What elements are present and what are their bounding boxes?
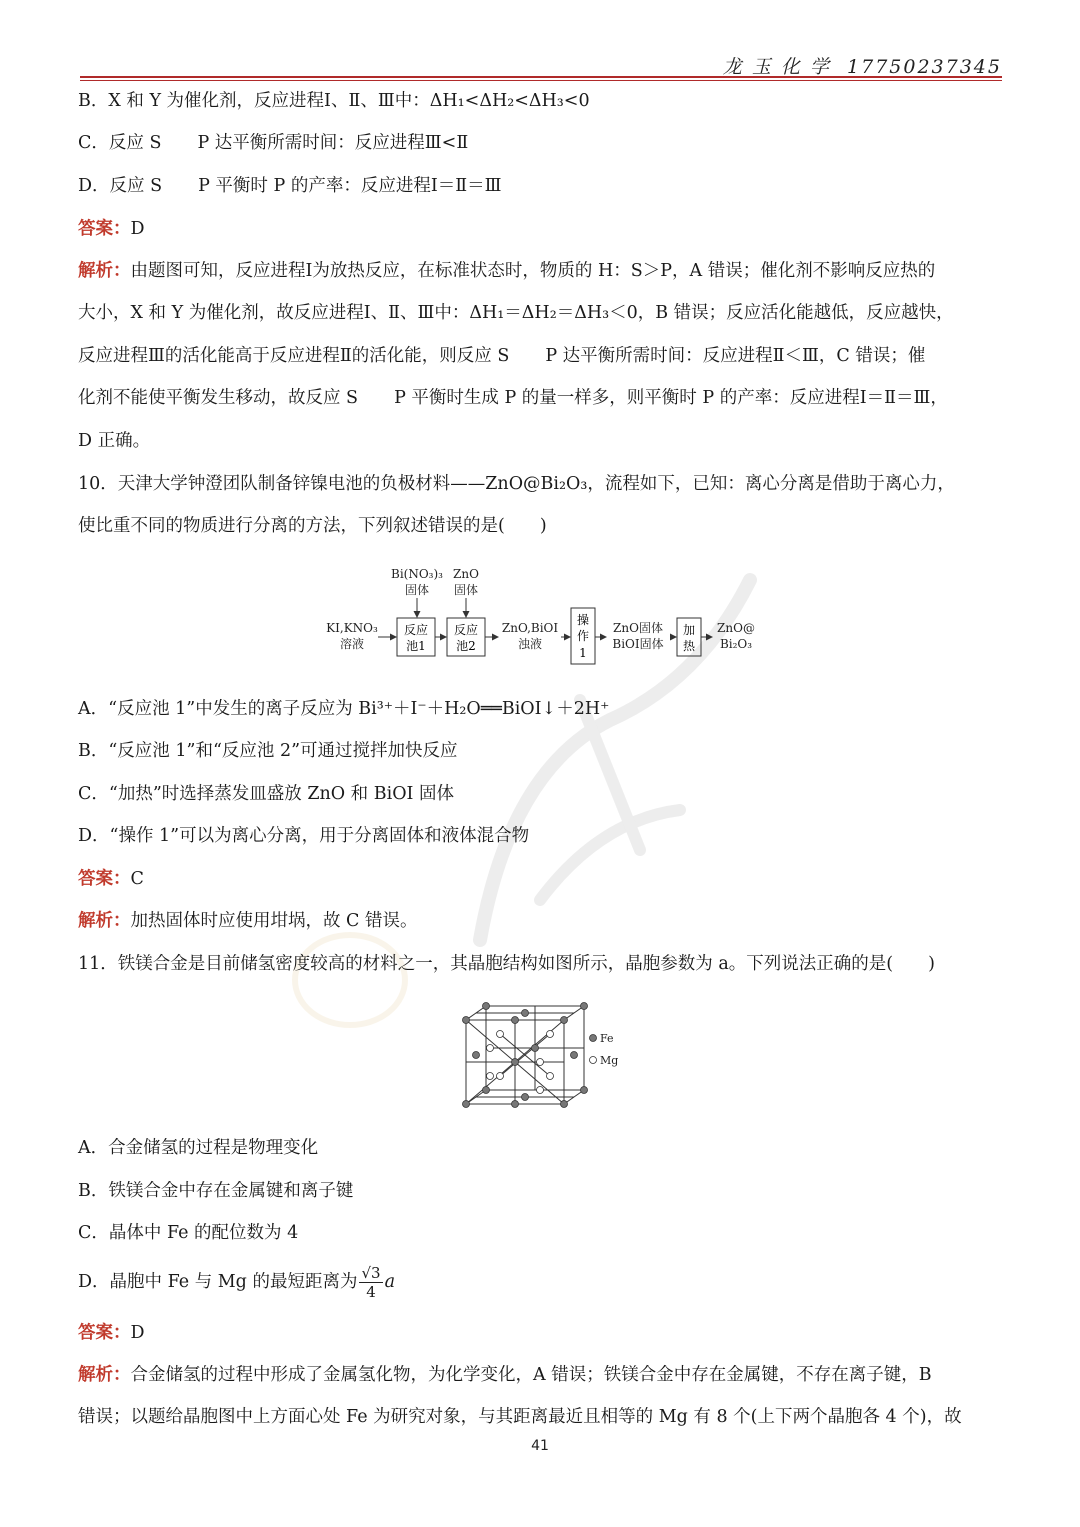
q11-answer bbox=[78, 1322, 1002, 1344]
flow-start-state: 溶液 bbox=[339, 637, 365, 651]
analysis-label: 解析： bbox=[78, 261, 131, 281]
q11-option-d-text: D．晶胞中 Fe 与 Mg 的最短距离为 bbox=[78, 1272, 358, 1292]
flow-box-1-label-a: 反应 bbox=[403, 623, 429, 637]
legend-fe-label: Fe bbox=[600, 1032, 614, 1045]
q9-option-c-part1: C．反应 S bbox=[78, 133, 162, 153]
q9-answer bbox=[78, 218, 1002, 240]
header-title bbox=[723, 52, 1002, 79]
flow-solid-2: BiOI固体 bbox=[612, 637, 664, 651]
header-brand: 龙 玉 化 学 bbox=[722, 56, 831, 78]
answer-label: 答案： bbox=[78, 869, 131, 889]
flow-start-name: KI,KNO₃ bbox=[326, 621, 378, 635]
q10-option-b: B．“反应池 1”和“反应池 2”可通过搅拌加快反应 bbox=[78, 741, 458, 761]
answer-value: C bbox=[130, 869, 144, 889]
analysis-text: 加热固体时应使用坩埚，故 C 错误。 bbox=[130, 911, 418, 931]
q9-option-d bbox=[78, 175, 1002, 197]
q10-answer bbox=[78, 868, 1002, 890]
analysis-text: 化剂不能使平衡发生移动，故反应 S bbox=[78, 388, 359, 408]
process-flow-diagram bbox=[320, 560, 770, 670]
flow-solid-1: ZnO固体 bbox=[613, 621, 663, 635]
q11-stem: 11．铁镁合金是目前储氢密度较高的材料之一，其晶胞结构如图所示，晶胞参数为 a。下列说法正确的是( ) bbox=[78, 954, 935, 974]
flow-mid-name: ZnO,BiOI bbox=[501, 621, 559, 635]
flow-box-2-label-a: 反应 bbox=[453, 623, 479, 637]
page-number: 41 bbox=[531, 1438, 549, 1454]
flow-input-1-name: Bi(NO₃)₃ bbox=[391, 567, 443, 581]
header-phone: 17750237345 bbox=[847, 56, 1002, 78]
legend-mg-marker bbox=[590, 1057, 597, 1064]
q11-analysis-line-2: 错误；以题给晶胞图中上方面心处 Fe 为研究对象，与其距离最近且相等的 Mg 有 8 个(上下两个晶胞各 4 个)，故 bbox=[78, 1407, 962, 1427]
answer-label: 答案： bbox=[78, 1323, 131, 1343]
analysis-label: 解析： bbox=[78, 1365, 131, 1385]
flow-product-formula: Bi₂O₃ bbox=[719, 637, 753, 651]
q9-analysis-line-2: 大小，X 和 Y 为催化剂，故反应进程Ⅰ、Ⅱ、Ⅲ中：ΔH₁＝ΔH₂＝ΔH₃＜0，B 错误；反应活化能越低，反应越快， bbox=[78, 303, 954, 323]
flow-box-4-label-a: 加 bbox=[682, 623, 696, 637]
answer-value: D bbox=[130, 1323, 145, 1343]
q9-analysis-line-3 bbox=[78, 345, 1002, 367]
flow-box-4-label-b: 热 bbox=[682, 639, 696, 653]
q11-analysis-line-1 bbox=[78, 1364, 1002, 1386]
q9-option-c bbox=[78, 132, 1002, 154]
q9-option-c-part2: P 达平衡所需时间：反应进程Ⅲ<Ⅱ bbox=[197, 133, 469, 153]
q11-option-c: C．晶体中 Fe 的配位数为 4 bbox=[78, 1223, 299, 1243]
flow-input-2-state: 固体 bbox=[453, 583, 479, 597]
analysis-text: P 平衡时生成 P 的量一样多，则平衡时 P 的产率：反应进程Ⅰ＝Ⅱ＝Ⅲ， bbox=[394, 388, 948, 408]
analysis-text: 由题图可知，反应进程Ⅰ为放热反应，在标准状态时，物质的 H：S＞P，A 错误；催化剂不影响反应热的 bbox=[130, 261, 936, 281]
q9-analysis-line-5: D 正确。 bbox=[78, 431, 151, 451]
flow-box-3-label-b: 作 bbox=[576, 629, 590, 643]
q9-option-d-part1: D．反应 S bbox=[78, 176, 163, 196]
fraction-numerator: √3 bbox=[361, 1264, 381, 1282]
flow-box-3-label-a: 操 bbox=[576, 613, 590, 627]
flow-mid-state: 浊液 bbox=[517, 637, 543, 651]
q10-option-a: A．“反应池 1”中发生的离子反应为 Bi³⁺＋I⁻＋H₂O══BiOI↓＋2H⁺ bbox=[78, 699, 610, 719]
q10-option-d: D．“操作 1”可以为离心分离，用于分离固体和液体混合物 bbox=[78, 826, 530, 846]
q10-stem-line-1: 10．天津大学钟澄团队制备锌镍电池的负极材料——ZnO@Bi₂O₃，流程如下，已知：离心分离是借助于离心力， bbox=[78, 474, 955, 494]
q10-stem-line-2: 使比重不同的物质进行分离的方法，下列叙述错误的是( ) bbox=[78, 516, 547, 536]
flow-input-2-name: ZnO bbox=[453, 567, 479, 581]
analysis-label: 解析： bbox=[78, 911, 131, 931]
legend-fe-marker bbox=[590, 1035, 597, 1042]
analysis-text: 合金储氢的过程中形成了金属氢化物，为化学变化，A 错误；铁镁合金中存在金属键，不存在离子键，B bbox=[130, 1365, 932, 1385]
lattice-parameter: a bbox=[384, 1272, 395, 1292]
flow-input-1-state: 固体 bbox=[404, 583, 430, 597]
q10-analysis bbox=[78, 910, 1002, 932]
analysis-text: P 达平衡所需时间：反应进程Ⅱ＜Ⅲ，C 错误；催 bbox=[545, 346, 926, 366]
answer-value: D bbox=[130, 219, 145, 239]
crystal-cell-diagram bbox=[460, 1000, 640, 1110]
flow-box-3-label-c: 1 bbox=[579, 646, 587, 660]
flow-product-name: ZnO@ bbox=[717, 621, 755, 635]
flow-box-1-label-b: 池1 bbox=[406, 639, 426, 653]
analysis-text: 反应进程Ⅲ的活化能高于反应进程Ⅱ的活化能，则反应 S bbox=[78, 346, 510, 366]
flow-box-2-label-b: 池2 bbox=[456, 639, 476, 653]
q11-option-d bbox=[78, 1262, 1002, 1302]
answer-label: 答案： bbox=[78, 219, 131, 239]
fraction bbox=[359, 1264, 382, 1301]
q11-option-b: B．铁镁合金中存在金属键和离子键 bbox=[78, 1181, 354, 1201]
q11-option-a: A．合金储氢的过程是物理变化 bbox=[78, 1138, 319, 1158]
fraction-denominator: 4 bbox=[366, 1283, 376, 1301]
q9-option-d-part2: P 平衡时 P 的产率：反应进程Ⅰ＝Ⅱ＝Ⅲ bbox=[198, 176, 502, 196]
legend-mg-label: Mg bbox=[600, 1054, 619, 1067]
header-rule-thin bbox=[80, 80, 1002, 81]
q9-analysis-line-4 bbox=[78, 387, 1002, 409]
q10-option-c: C．“加热”时选择蒸发皿盛放 ZnO 和 BiOI 固体 bbox=[78, 784, 455, 804]
q9-analysis-line-1 bbox=[78, 260, 1002, 282]
q9-option-b: B．X 和 Y 为催化剂，反应进程Ⅰ、Ⅱ、Ⅲ中：ΔH₁<ΔH₂<ΔH₃<0 bbox=[78, 91, 590, 111]
header-rule bbox=[80, 76, 1002, 78]
